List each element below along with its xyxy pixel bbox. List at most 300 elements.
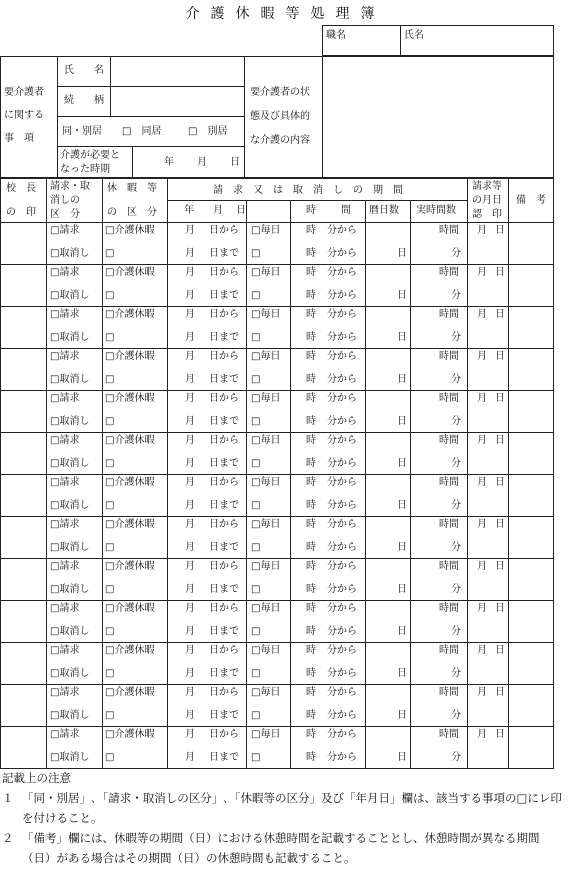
- row-other-leave-checkbox[interactable]: □: [105, 500, 115, 511]
- row-daily-checkbox[interactable]: □毎日: [251, 687, 281, 698]
- row-daily-checkbox[interactable]: □毎日: [251, 729, 281, 740]
- row-approval-day: 日: [495, 309, 505, 320]
- table-row-line: [0, 264, 554, 265]
- row-hours-unit: 時間: [439, 687, 459, 698]
- row-time-to-min: 分から: [327, 416, 357, 427]
- row-approval-month: 月: [477, 603, 487, 614]
- note-text-1: 「同・別居」､「請求・取消しの区分」､「休暇等の区分」及び「年月日」欄は、該当する事項の□にレ印を付けること。: [22, 791, 562, 825]
- row-from-month: 月: [185, 477, 195, 488]
- row-from-day: 日から: [209, 351, 239, 362]
- row-hours-unit: 時間: [439, 267, 459, 278]
- row-care-leave-checkbox[interactable]: □介護休暇: [105, 477, 155, 488]
- row-care-leave-checkbox[interactable]: □介護休暇: [105, 645, 155, 656]
- row-time-to-min: 分から: [327, 752, 357, 763]
- table-row-line: [0, 684, 554, 685]
- row-from-month: 月: [185, 603, 195, 614]
- period-header-line: [167, 200, 467, 201]
- row-request-checkbox[interactable]: □請求: [50, 435, 80, 446]
- table-row-line: [0, 306, 554, 307]
- row-from-day: 日から: [209, 225, 239, 236]
- row-approval-month: 月: [477, 267, 487, 278]
- table-col-line: [246, 200, 247, 768]
- row-hours-unit: 時間: [439, 435, 459, 446]
- row-from-month: 月: [185, 267, 195, 278]
- table-row-line: [0, 390, 554, 391]
- note-text-2: 「備考」欄には、休暇等の期間（日）における休憩時間を記載することとし、休憩時間が異なる期間（日）がある場合はその期間（日）の休憩時間も記載すること。: [22, 831, 540, 865]
- row-cancel-checkbox[interactable]: □取消し: [50, 710, 90, 721]
- row-daily-checkbox[interactable]: □毎日: [251, 267, 281, 278]
- row-minutes-unit: 分: [451, 752, 461, 763]
- row-days-unit: 日: [397, 584, 407, 595]
- condition-label-3: な介護の内容: [250, 135, 310, 146]
- row-daily-checkbox[interactable]: □毎日: [251, 351, 281, 362]
- table-col-line: [102, 178, 103, 768]
- row-request-checkbox[interactable]: □請求: [50, 561, 80, 572]
- row-to-day: 日まで: [209, 710, 239, 721]
- row-to-day: 日まで: [209, 290, 239, 301]
- row-from-month: 月: [185, 561, 195, 572]
- row-days-unit: 日: [397, 542, 407, 553]
- note-number-1: １: [2, 791, 14, 805]
- row-minutes-unit: 分: [451, 332, 461, 343]
- condition-label-2: 態及び具体的: [250, 111, 310, 122]
- row-care-leave-checkbox[interactable]: □介護休暇: [105, 351, 155, 362]
- row-care-leave-checkbox[interactable]: □介護休暇: [105, 225, 155, 236]
- row-approval-month: 月: [477, 519, 487, 530]
- row-other-leave-checkbox[interactable]: □: [105, 374, 115, 385]
- person-divider-4: [322, 56, 323, 178]
- table-row-line: [0, 474, 554, 475]
- row-time-from-min: 分から: [327, 351, 357, 362]
- row-blank-checkbox[interactable]: □: [251, 332, 261, 343]
- table-col-line: [410, 200, 411, 768]
- row-to-month: 月: [185, 374, 195, 385]
- row-other-leave-checkbox[interactable]: □: [105, 584, 115, 595]
- row-daily-checkbox[interactable]: □毎日: [251, 519, 281, 530]
- row-minutes-unit: 分: [451, 458, 461, 469]
- row-time-to-hour: 時: [306, 374, 316, 385]
- table-col-line: [508, 178, 509, 768]
- row-time-from-min: 分から: [327, 435, 357, 446]
- row-cancel-checkbox[interactable]: □取消し: [50, 332, 90, 343]
- person-row-line-3: [57, 146, 244, 147]
- row-to-month: 月: [185, 752, 195, 763]
- row-time-to-hour: 時: [306, 542, 316, 553]
- row-to-month: 月: [185, 332, 195, 343]
- row-daily-checkbox[interactable]: □毎日: [251, 603, 281, 614]
- row-time-to-min: 分から: [327, 332, 357, 343]
- row-daily-checkbox[interactable]: □毎日: [251, 393, 281, 404]
- care-needed-day: 日: [230, 157, 240, 168]
- row-to-month: 月: [185, 458, 195, 469]
- row-other-leave-checkbox[interactable]: □: [105, 626, 115, 637]
- ymd-header-month: 月: [213, 205, 223, 216]
- row-from-month: 月: [185, 645, 195, 656]
- row-request-checkbox[interactable]: □請求: [50, 477, 80, 488]
- row-days-unit: 日: [397, 710, 407, 721]
- row-days-unit: 日: [397, 626, 407, 637]
- person-divider-3: [244, 56, 245, 178]
- row-time-to-min: 分から: [327, 500, 357, 511]
- row-approval-day: 日: [495, 351, 505, 362]
- row-time-to-hour: 時: [306, 752, 316, 763]
- row-other-leave-checkbox[interactable]: □: [105, 416, 115, 427]
- row-other-leave-checkbox[interactable]: □: [105, 248, 115, 259]
- table-row-line: [0, 516, 554, 517]
- header-divider: [400, 25, 401, 56]
- row-time-from-min: 分から: [327, 267, 357, 278]
- row-minutes-unit: 分: [451, 416, 461, 427]
- row-blank-checkbox[interactable]: □: [251, 248, 261, 259]
- row-hours-unit: 時間: [439, 351, 459, 362]
- row-time-from-hour: 時: [306, 477, 316, 488]
- care-needed-label-2: なった時期: [60, 164, 110, 175]
- table-col-line: [365, 200, 366, 768]
- row-time-to-hour: 時: [306, 290, 316, 301]
- request-type-header-2: 消しの: [50, 195, 80, 206]
- note-number-2: ２: [2, 831, 14, 845]
- row-time-to-hour: 時: [306, 416, 316, 427]
- care-needed-year: 年: [164, 157, 174, 168]
- row-care-leave-checkbox[interactable]: □介護休暇: [105, 519, 155, 530]
- row-to-day: 日まで: [209, 584, 239, 595]
- row-from-day: 日から: [209, 267, 239, 278]
- row-time-from-hour: 時: [306, 729, 316, 740]
- row-days-unit: 日: [397, 290, 407, 301]
- row-daily-checkbox[interactable]: □毎日: [251, 309, 281, 320]
- row-other-leave-checkbox[interactable]: □: [105, 290, 115, 301]
- row-daily-checkbox[interactable]: □毎日: [251, 225, 281, 236]
- row-hours-unit: 時間: [439, 225, 459, 236]
- row-other-leave-checkbox[interactable]: □: [105, 710, 115, 721]
- row-to-month: 月: [185, 584, 195, 595]
- row-hours-unit: 時間: [439, 645, 459, 656]
- row-days-unit: 日: [397, 416, 407, 427]
- row-cancel-checkbox[interactable]: □取消し: [50, 584, 90, 595]
- row-blank-checkbox[interactable]: □: [251, 374, 261, 385]
- row-time-to-hour: 時: [306, 626, 316, 637]
- row-from-day: 日から: [209, 435, 239, 446]
- row-time-from-hour: 時: [306, 351, 316, 362]
- row-approval-month: 月: [477, 645, 487, 656]
- approval-header-1: 請求等: [472, 181, 502, 192]
- row-request-checkbox[interactable]: □請求: [50, 393, 80, 404]
- row-approval-day: 日: [495, 687, 505, 698]
- row-to-month: 月: [185, 290, 195, 301]
- row-hours-unit: 時間: [439, 519, 459, 530]
- time-header-hour: 時: [306, 205, 316, 216]
- table-row-line: [0, 432, 554, 433]
- row-request-checkbox[interactable]: □請求: [50, 603, 80, 614]
- row-minutes-unit: 分: [451, 248, 461, 259]
- row-care-leave-checkbox[interactable]: □介護休暇: [105, 603, 155, 614]
- leave-type-header-2: の 区 分: [107, 207, 157, 218]
- row-request-checkbox[interactable]: □請求: [50, 687, 80, 698]
- row-to-month: 月: [185, 542, 195, 553]
- row-time-to-hour: 時: [306, 332, 316, 343]
- row-days-unit: 日: [397, 458, 407, 469]
- row-approval-day: 日: [495, 519, 505, 530]
- row-time-from-min: 分から: [327, 561, 357, 572]
- row-care-leave-checkbox[interactable]: □介護休暇: [105, 687, 155, 698]
- row-request-checkbox[interactable]: □請求: [50, 351, 80, 362]
- row-daily-checkbox[interactable]: □毎日: [251, 477, 281, 488]
- row-approval-day: 日: [495, 225, 505, 236]
- row-cancel-checkbox[interactable]: □取消し: [50, 626, 90, 637]
- row-cancel-checkbox[interactable]: □取消し: [50, 752, 90, 763]
- calendar-days-header: 暦日数: [369, 205, 399, 216]
- table-row-line: [0, 600, 554, 601]
- care-recipient-group-label-1: 要介護者: [4, 87, 44, 98]
- row-time-from-min: 分から: [327, 603, 357, 614]
- row-approval-day: 日: [495, 477, 505, 488]
- table-row-line: [0, 642, 554, 643]
- row-blank-checkbox[interactable]: □: [251, 458, 261, 469]
- row-blank-checkbox[interactable]: □: [251, 500, 261, 511]
- time-header-min: 間: [341, 205, 351, 216]
- row-other-leave-checkbox[interactable]: □: [105, 332, 115, 343]
- row-blank-checkbox[interactable]: □: [251, 752, 261, 763]
- row-request-checkbox[interactable]: □請求: [50, 519, 80, 530]
- row-from-day: 日から: [209, 645, 239, 656]
- notes-heading: 記載上の注意: [2, 771, 71, 785]
- row-time-to-min: 分から: [327, 542, 357, 553]
- row-cancel-checkbox[interactable]: □取消し: [50, 500, 90, 511]
- cohabit-option-separate[interactable]: □ 別居: [188, 126, 228, 137]
- row-time-from-hour: 時: [306, 225, 316, 236]
- note-item-1: [2, 788, 568, 828]
- row-cancel-checkbox[interactable]: □取消し: [50, 374, 90, 385]
- name-label: 氏名: [404, 30, 424, 41]
- row-days-unit: 日: [397, 500, 407, 511]
- request-type-header-3: 区 分: [50, 209, 80, 220]
- row-care-leave-checkbox[interactable]: □介護休暇: [105, 267, 155, 278]
- actual-hours-header: 実時間数: [416, 205, 456, 216]
- recipient-cohabit-label: 同・別居: [62, 126, 102, 137]
- row-from-day: 日から: [209, 561, 239, 572]
- notes-section: [2, 768, 568, 868]
- row-to-day: 日まで: [209, 458, 239, 469]
- row-days-unit: 日: [397, 332, 407, 343]
- row-hours-unit: 時間: [439, 393, 459, 404]
- row-minutes-unit: 分: [451, 584, 461, 595]
- row-approval-day: 日: [495, 561, 505, 572]
- row-blank-checkbox[interactable]: □: [251, 710, 261, 721]
- row-time-from-hour: 時: [306, 309, 316, 320]
- row-blank-checkbox[interactable]: □: [251, 626, 261, 637]
- recipient-name-label: 氏 名: [64, 65, 104, 76]
- row-hours-unit: 時間: [439, 561, 459, 572]
- row-time-from-min: 分から: [327, 225, 357, 236]
- row-approval-day: 日: [495, 267, 505, 278]
- row-request-checkbox[interactable]: □請求: [50, 309, 80, 320]
- row-to-day: 日まで: [209, 374, 239, 385]
- row-cancel-checkbox[interactable]: □取消し: [50, 458, 90, 469]
- header-bottom-line: [0, 222, 554, 223]
- approval-header-3: 認 印: [472, 209, 502, 220]
- cohabit-option-together[interactable]: □ 同居: [122, 126, 162, 137]
- row-time-to-hour: 時: [306, 584, 316, 595]
- row-hours-unit: 時間: [439, 729, 459, 740]
- row-to-day: 日まで: [209, 416, 239, 427]
- row-other-leave-checkbox[interactable]: □: [105, 668, 115, 679]
- row-request-checkbox[interactable]: □請求: [50, 267, 80, 278]
- row-to-month: 月: [185, 500, 195, 511]
- row-time-from-min: 分から: [327, 393, 357, 404]
- row-approval-month: 月: [477, 435, 487, 446]
- row-cancel-checkbox[interactable]: □取消し: [50, 248, 90, 259]
- row-approval-month: 月: [477, 687, 487, 698]
- row-time-to-min: 分から: [327, 458, 357, 469]
- row-days-unit: 日: [397, 668, 407, 679]
- row-care-leave-checkbox[interactable]: □介護休暇: [105, 393, 155, 404]
- row-to-day: 日まで: [209, 248, 239, 259]
- remarks-header: 備 考: [516, 195, 546, 206]
- care-recipient-group-label-2: に関する: [4, 110, 44, 121]
- row-time-to-min: 分から: [327, 248, 357, 259]
- row-from-day: 日から: [209, 309, 239, 320]
- row-days-unit: 日: [397, 374, 407, 385]
- row-to-day: 日まで: [209, 752, 239, 763]
- row-time-from-min: 分から: [327, 309, 357, 320]
- table-col-line: [467, 178, 468, 768]
- care-needed-label-1: 介護が必要と: [60, 150, 120, 161]
- row-minutes-unit: 分: [451, 500, 461, 511]
- row-time-to-hour: 時: [306, 248, 316, 259]
- row-hours-unit: 時間: [439, 603, 459, 614]
- care-needed-month: 月: [197, 157, 207, 168]
- row-cancel-checkbox[interactable]: □取消し: [50, 542, 90, 553]
- row-hours-unit: 時間: [439, 309, 459, 320]
- row-time-to-hour: 時: [306, 710, 316, 721]
- row-from-month: 月: [185, 687, 195, 698]
- row-time-from-hour: 時: [306, 561, 316, 572]
- row-to-month: 月: [185, 668, 195, 679]
- row-to-day: 日まで: [209, 668, 239, 679]
- row-time-from-min: 分から: [327, 519, 357, 530]
- row-minutes-unit: 分: [451, 290, 461, 301]
- row-days-unit: 日: [397, 248, 407, 259]
- row-time-from-hour: 時: [306, 393, 316, 404]
- table-col-line: [290, 200, 291, 768]
- row-hours-unit: 時間: [439, 477, 459, 488]
- row-minutes-unit: 分: [451, 668, 461, 679]
- row-from-day: 日から: [209, 687, 239, 698]
- form-title: 介護休暇等処理簿: [185, 6, 386, 22]
- table-col-line: [46, 178, 47, 768]
- row-other-leave-checkbox[interactable]: □: [105, 458, 115, 469]
- row-blank-checkbox[interactable]: □: [251, 290, 261, 301]
- row-from-month: 月: [185, 435, 195, 446]
- row-request-checkbox[interactable]: □請求: [50, 645, 80, 656]
- row-care-leave-checkbox[interactable]: □介護休暇: [105, 561, 155, 572]
- leave-type-header-1: 休 暇 等: [107, 183, 157, 194]
- row-approval-day: 日: [495, 393, 505, 404]
- row-other-leave-checkbox[interactable]: □: [105, 752, 115, 763]
- row-approval-month: 月: [477, 309, 487, 320]
- row-cancel-checkbox[interactable]: □取消し: [50, 416, 90, 427]
- row-time-to-hour: 時: [306, 668, 316, 679]
- row-from-month: 月: [185, 225, 195, 236]
- condition-label-1: 要介護者の状: [250, 87, 310, 98]
- row-days-unit: 日: [397, 752, 407, 763]
- row-time-to-hour: 時: [306, 458, 316, 469]
- row-approval-month: 月: [477, 351, 487, 362]
- row-approval-day: 日: [495, 729, 505, 740]
- person-row-line-1: [57, 86, 244, 87]
- row-time-from-min: 分から: [327, 645, 357, 656]
- row-time-from-min: 分から: [327, 729, 357, 740]
- recipient-relation-label: 続 柄: [64, 95, 104, 106]
- row-from-month: 月: [185, 729, 195, 740]
- row-daily-checkbox[interactable]: □毎日: [251, 645, 281, 656]
- row-from-day: 日から: [209, 393, 239, 404]
- person-divider-1: [57, 56, 58, 178]
- row-cancel-checkbox[interactable]: □取消し: [50, 668, 90, 679]
- row-to-day: 日まで: [209, 500, 239, 511]
- row-from-month: 月: [185, 351, 195, 362]
- row-minutes-unit: 分: [451, 374, 461, 385]
- row-daily-checkbox[interactable]: □毎日: [251, 435, 281, 446]
- row-care-leave-checkbox[interactable]: □介護休暇: [105, 435, 155, 446]
- post-label: 職名: [326, 30, 346, 41]
- row-approval-month: 月: [477, 393, 487, 404]
- row-to-month: 月: [185, 416, 195, 427]
- row-minutes-unit: 分: [451, 710, 461, 721]
- row-from-day: 日から: [209, 477, 239, 488]
- row-time-to-min: 分から: [327, 626, 357, 637]
- row-to-month: 月: [185, 248, 195, 259]
- row-daily-checkbox[interactable]: □毎日: [251, 561, 281, 572]
- row-to-day: 日まで: [209, 542, 239, 553]
- row-from-day: 日から: [209, 729, 239, 740]
- row-time-to-min: 分から: [327, 584, 357, 595]
- row-care-leave-checkbox[interactable]: □介護休暇: [105, 309, 155, 320]
- row-time-to-min: 分から: [327, 668, 357, 679]
- row-approval-day: 日: [495, 435, 505, 446]
- row-time-to-min: 分から: [327, 374, 357, 385]
- row-care-leave-checkbox[interactable]: □介護休暇: [105, 729, 155, 740]
- principal-seal-header-2: の 印: [6, 207, 36, 218]
- row-time-to-min: 分から: [327, 710, 357, 721]
- row-from-day: 日から: [209, 603, 239, 614]
- row-approval-month: 月: [477, 477, 487, 488]
- row-time-from-hour: 時: [306, 687, 316, 698]
- table-row-line: [0, 726, 554, 727]
- person-row-line-2: [57, 116, 244, 117]
- row-request-checkbox[interactable]: □請求: [50, 225, 80, 236]
- row-approval-day: 日: [495, 645, 505, 656]
- row-cancel-checkbox[interactable]: □取消し: [50, 290, 90, 301]
- row-to-month: 月: [185, 626, 195, 637]
- row-approval-month: 月: [477, 729, 487, 740]
- row-time-to-hour: 時: [306, 500, 316, 511]
- row-blank-checkbox[interactable]: □: [251, 542, 261, 553]
- row-other-leave-checkbox[interactable]: □: [105, 542, 115, 553]
- ymd-header-day: 日: [236, 205, 246, 216]
- row-blank-checkbox[interactable]: □: [251, 584, 261, 595]
- row-from-month: 月: [185, 393, 195, 404]
- row-time-from-min: 分から: [327, 687, 357, 698]
- row-to-day: 日まで: [209, 332, 239, 343]
- row-minutes-unit: 分: [451, 626, 461, 637]
- row-time-from-hour: 時: [306, 519, 316, 530]
- row-request-checkbox[interactable]: □請求: [50, 729, 80, 740]
- row-blank-checkbox[interactable]: □: [251, 668, 261, 679]
- request-type-header-1: 請求・取: [50, 181, 90, 192]
- row-from-month: 月: [185, 309, 195, 320]
- row-blank-checkbox[interactable]: □: [251, 416, 261, 427]
